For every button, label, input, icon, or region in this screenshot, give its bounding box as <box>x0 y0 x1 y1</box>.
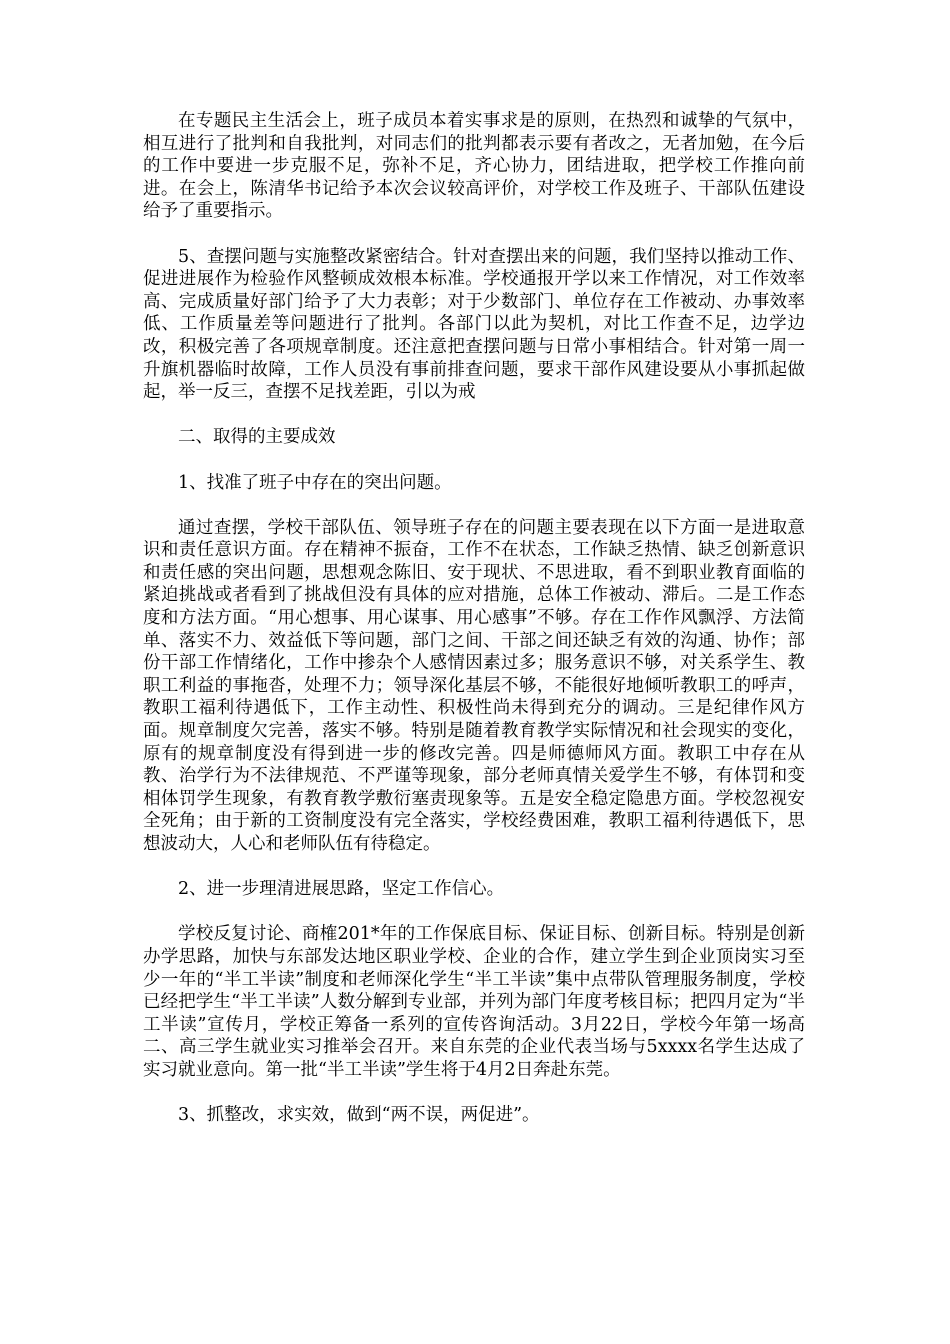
document-body <box>143 110 805 1149</box>
subheading-development-ideas: 2、进一步理清进展思路，坚定工作信心。 <box>178 879 505 900</box>
subheading-prominent-problems: 1、找准了班子中存在的突出问题。 <box>178 472 452 493</box>
section-heading-achievements: 二、取得的主要成效 <box>178 427 336 448</box>
paragraph-democratic-meeting: 在专题民主生活会上，班子成员本着实事求是的原则，在热烈和诚挚的气氛中，相互进行了批判和自我批判，对同志们的批判都表示要有者改之，无者加勉，在今后的工作中要进一步克服不足，弥补不足，齐心协力，团结进取，把学校工作推向前进。在会上，陈清华书记给予本次会议较高评价，对学校工作及班子、干部队伍建设给予了重要指示。 <box>143 111 805 222</box>
paragraph-rectification: 5、查摆问题与实施整改紧密结合。针对查摆出来的问题，我们坚持以推动工作、促进进展作为检验作风整顿成效根本标准。学校通报开学以来工作情况，对工作效率高、完成质量好部门给予了大力表彰；对于少数部门、单位存在工作被动、办事效率低、工作质量差等问题进行了批判。各部门以此为契机，对比工作查不足，边学边改，积极完善了各项规章制度。还注意把查摆问题与日常小事相结合。针对第一周一升旗机器临时故障，工作人员没有事前排查问题，要求干部作风建设要从小事抓起做起，举一反三，查摆不足找差距，引以为戒 <box>143 246 805 403</box>
paragraph-work-goals: 学校反复讨论、商榷201*年的工作保底目标、保证目标、创新目标。特别是创新办学思路，加快与东部发达地区职业学校、企业的合作，建立学生到企业顶岗实习至少一年的“半工半读”制度和老师深化学生“半工半读”集中点带队管理服务制度，学校已经把学生“半工半读”人数分解到专业部，并列为部门年度考核目标；把四月定为“半工半读”宣传月，学校正筹备一系列的宣传咨询活动。3月22日，学校今年第一场高二、高三学生就业实习推举会召开。来自东莞的企业代表当场与5xxxx名学生达成了实习就业意向。第一批“半工半读”学生将于4月2日奔赴东莞。 <box>143 924 805 1080</box>
paragraph-problems-detail: 通过查摆，学校干部队伍、领导班子存在的问题主要表现在以下方面一是进取意识和责任意识方面。存在精神不振奋，工作不在状态，工作缺乏热情、缺乏创新意识和责任感的突出问题，思想观念陈旧、安于现状、不思进取，看不到职业教育面临的紧迫挑战或者看到了挑战但没有具体的应对措施，总体工作被动、滞后。二是工作态度和方法方面。“用心想事、用心谋事、用心感事”不够。存在工作作风飘浮、方法简单、落实不力、效益低下等问题，部门之间、干部之间还缺乏有效的沟通、协作；部份干部工作情绪化，工作中掺杂个人感情因素过多；服务意识不够，对关系学生、教职工利益的事拖沓，处理不力；领导深化基层不够，不能很好地倾听教职工的呼声，教职工福利待遇低下，工作主动性、积极性尚未得到充分的调动。三是纪律作风方面。规章制度欠完善，落实不够。特别是随着教育教学实际情况和社会现实的变化，原有的规章制度没有得到进一步的修改完善。四是师德师风方面。教职工中存在从教、治学行为不法律规范、不严谨等现象，部分老师真情关爱学生不够，有体罚和变相体罚学生现象，有教育教学敷衍塞责现象等。五是安全稳定隐患方面。学校忽视安全死角；由于新的工资制度没有完全落实，学校经费困难，教职工福利待遇低下，思想波动大，人心和老师队伍有待稳定。 <box>143 517 805 854</box>
subheading-rectification-results: 3、抓整改，求实效，做到“两不误，两促进”。 <box>178 1105 540 1126</box>
